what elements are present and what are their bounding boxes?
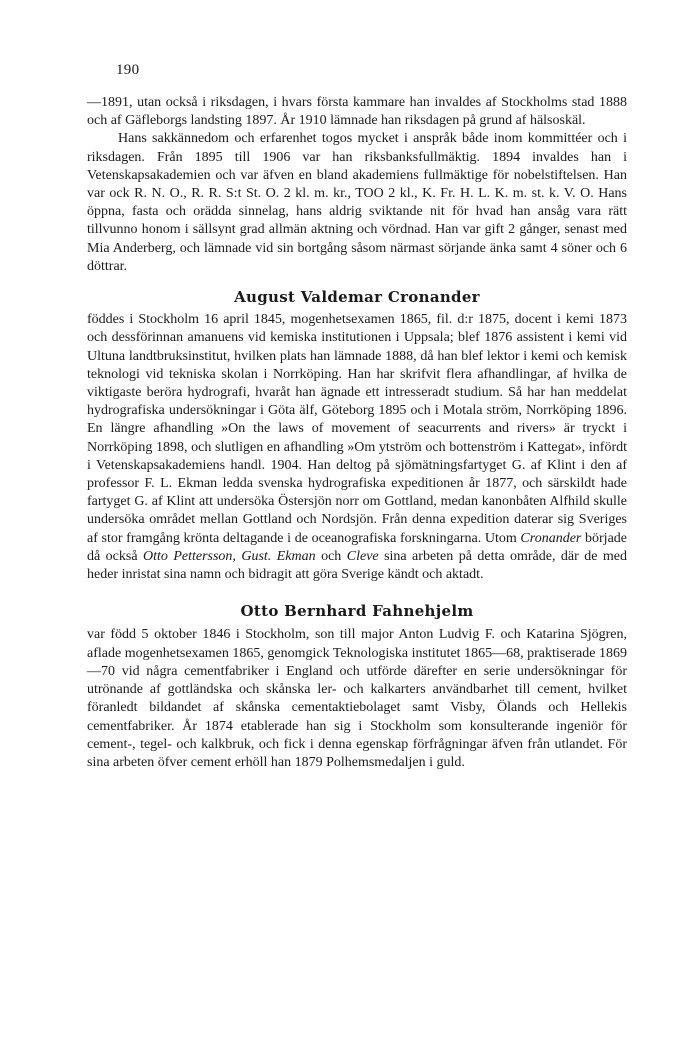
cronander-biography — [87, 311, 627, 584]
page-body — [87, 94, 627, 772]
cronander-text-och: och — [315, 548, 347, 564]
cronander-text-end: sina arbeten på detta område, där de med heder inristat sina namn och bidragit att göra Sverige kändt och aktadt. — [87, 548, 628, 583]
continuation-paragraph-2: Hans sakkännedom och erfarenhet togos mycket i anspråk både inom kommittéer och i riksdagen. Från 1895 till 1906 var han riksbanksfullmäktig. 1894 invaldes han i Vetenskapsakademien och var äfven en bland akademiens fullmäktige för nobelstiftelsen. Han var ock R. N. O., R. R. S:t St. O. 2 kl. m. kr., TOO 2 kl., K. Fr. H. L. K. m. st. k. V. O. Hans öppna, fasta och orädda sinnelag, hans aldrig sviktande nit för hvad han ansåg vara rätt tillvunno honom i sällsynt grad allmän aktning och vördnad. Han var gift 2 gånger, senast med Mia Anderberg, och lämnade vid sin bortgång såsom närmast sörjande änka samt 4 söner och 6 döttrar. — [87, 131, 627, 274]
colleague-names-italic: Otto Pettersson, Gust. Ekman — [142, 548, 316, 564]
page-number: 190 — [116, 62, 140, 78]
colleague-cleve-italic: Cleve — [346, 548, 379, 564]
section-heading-cronander: August Valdemar Cronander — [234, 288, 480, 307]
section-heading-fahnehjelm: Otto Bernhard Fahnehjelm — [240, 602, 474, 621]
cronander-text-before: föddes i Stockholm 16 april 1845, mogenhetsexamen 1865, fil. d:r 1875, docent i kemi 1873 och dessförinnan amanuens vid kemiska institutionen i Uppsala; blef 1876 assistent i kemi vid Ultuna landtbruksinstitut, hvilken plats han lämnade 1888, då han blef lektor i kemi och kemisk teknologi vid tekniska skolan i Norrköping. Han har skrifvit flera afhandlingar, af hvilka de viktigaste beröra hydrografi, hvaråt han ägnade ett intresseradt studium. Så har han meddelat hydrografiska undersökningar i Göta älf, Göteborg 1895 och i Motala ström, Norrköping 1896. En längre afhandling »On the laws of movement of seacurrents and rivers» är tryckt i Norrköping 1898, och slutligen en afhandling »Om ytström och bottenström i Kattegat», infördt i Vetenskapsakademiens handl. 1904. Han deltog på sjömätningsfartyget G. af Klint i den af professor F. L. Ekman ledda svenska hydrografiska expeditionen år 1877, och särskildt hade fartyget G. af Klint att undersöka Östersjön norr om Gottland, medan kanonbåten Alfhild skulle undersöka området mellan Gottland och Nordsjön. Från denna expedition daterar sig Sveriges af stor framgång krönta deltagande i de oceanografiska forskningarna. Utom — [87, 312, 627, 546]
cronander-name-italic: Cronander — [520, 530, 582, 546]
continuation-paragraph-1: —1891, utan också i riksdagen, i hvars första kammare han invaldes af Stockholms stad 1888 och af Gäfleborgs landsting 1897. År 1910 lämnade han riksdagen på grund af hälsoskäl. — [87, 95, 627, 129]
cronander-text-mid: började då också — [87, 530, 627, 564]
fahnehjelm-biography: var född 5 oktober 1846 i Stockholm, son till major Anton Ludvig F. och Katarina Sjögren, aflade mogenhetsexamen 1865, genomgick Teknologiska institutet 1865—68, praktiserade 1869—70 vid några cementfabriker i England och utförde därefter en serie undersökningar för utrönande af gottländska och skånska ler- och kalkarters användbarhet till cement, hvilket föranledt bildandet af skånska cementaktiebolaget samt Visby, Ölands och Hellekis cementfabriker. År 1874 etablerade han sig i Stockholm som konsulterande ingeniör för cement-, tegel- och kalkbruk, och fick i denna egenskap förfrågningar äfven från utlandet. För sina arbeten öfver cement erhöll han 1879 Polhemsmedaljen i guld. — [87, 627, 627, 770]
